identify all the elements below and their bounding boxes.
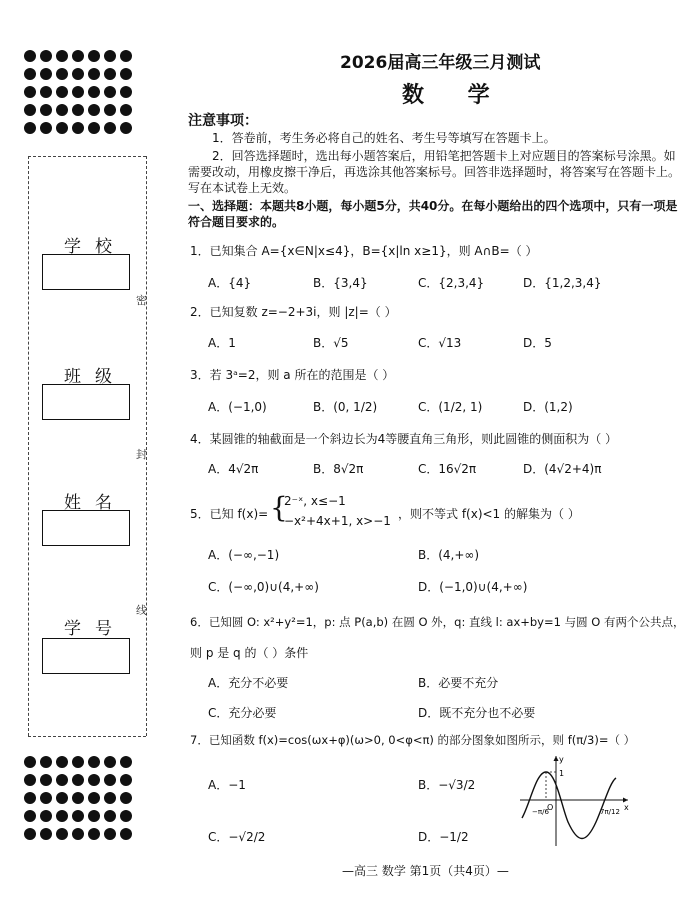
q1-option-d: D．{1,2,3,4} — [523, 276, 602, 290]
question-1: 1．已知集合 A={x∈N|x≤4}，B={x|ln x≥1}，则 A∩B=（ ） — [190, 244, 538, 258]
graph-x-arrow — [623, 798, 628, 803]
question-5-suffix: ，则不等式 f(x)<1 的解集为（ ） — [398, 507, 580, 521]
q5-option-b: B．(4,+∞) — [418, 548, 480, 562]
seal-char-feng: 封 — [136, 448, 147, 461]
seal-char-xian: 线 — [136, 604, 147, 617]
graph-origin: O — [547, 803, 554, 812]
graph-y-label: y — [559, 755, 564, 764]
notice-item-2: 2．回答选择题时，选出每小题答案后，用铅笔把答题卡上对应题目的答案标号涂黑。如需要改动，用橡皮擦干净后，再选涂其他答案标号。回答非选择题时，将答案写在答题卡上。写在本试卷上无效。 — [188, 149, 681, 195]
q6-option-a: A．充分不必要 — [208, 676, 289, 690]
graph-x-tick-left: −π/6 — [532, 808, 549, 816]
name-box[interactable] — [42, 510, 130, 546]
id-box[interactable] — [42, 638, 130, 674]
q3-option-d: D．(1,2) — [523, 400, 573, 414]
question-3: 3．若 3ᵃ=2，则 a 所在的范围是（ ） — [190, 368, 395, 382]
notice-item-1: 1．答卷前，考生务必将自己的姓名、考生号等填写在答题卡上。 — [212, 131, 556, 145]
q4-option-a: A．4√2π — [208, 462, 259, 476]
school-box[interactable] — [42, 254, 130, 290]
q6-option-b: B．必要不充分 — [418, 676, 499, 690]
q4-option-c: C．16√2π — [418, 462, 477, 476]
q5-option-d: D．(−1,0)∪(4,+∞) — [418, 580, 528, 594]
q1-option-b: B．{3,4} — [313, 276, 368, 290]
binding-dash-left — [28, 156, 29, 736]
graph-y-arrow — [554, 756, 559, 761]
binding-dots-top — [24, 50, 136, 134]
q5-piece-1: 2⁻ˣ, x≤−1 — [284, 494, 346, 508]
q6-option-c: C．充分必要 — [208, 706, 277, 720]
q7-option-b: B．−√3/2 — [418, 778, 476, 792]
graph-x-tick-right: 7π/12 — [600, 808, 620, 816]
question-7: 7．已知函数 f(x)=cos(ωx+φ)(ω>0, 0<φ<π) 的部分图象如图所示，则 f(π/3)=（ ） — [190, 733, 636, 747]
subject-title: 数 学 — [402, 83, 508, 108]
seal-char-mi: 密 — [136, 294, 147, 307]
cosine-graph — [516, 752, 634, 850]
graph-x-label: x — [624, 803, 629, 812]
piecewise-brace: { — [270, 491, 288, 524]
graph-y-tick: 1 — [559, 769, 565, 778]
q2-option-d: D．5 — [523, 336, 552, 350]
q4-option-b: B．8√2π — [313, 462, 364, 476]
question-4: 4．某圆锥的轴截面是一个斜边长为4等腰直角三角形，则此圆锥的侧面积为（ ） — [190, 432, 618, 446]
binding-dots-bottom — [24, 756, 136, 840]
q7-option-c: C．−√2/2 — [208, 830, 266, 844]
field-label-name: 姓名 — [64, 493, 126, 513]
q3-option-a: A．(−1,0) — [208, 400, 267, 414]
q2-option-b: B．√5 — [313, 336, 349, 350]
q6-option-d: D．既不充分也不必要 — [418, 706, 536, 720]
binding-dash-top — [28, 156, 146, 157]
page-footer: —高三 数学 第1页（共4页）— — [342, 864, 509, 878]
q5-option-a: A．(−∞,−1) — [208, 548, 280, 562]
q7-option-d: D．−1/2 — [418, 830, 469, 844]
q3-option-c: C．(1/2, 1) — [418, 400, 483, 414]
question-5-prefix: 5．已知 f(x)= — [190, 507, 269, 521]
graph-curve — [522, 772, 616, 839]
field-label-id: 学号 — [64, 619, 126, 639]
q2-option-c: C．√13 — [418, 336, 462, 350]
question-2: 2．已知复数 z=−2+3i，则 |z|=（ ） — [190, 305, 397, 319]
section-1-heading: 一、选择题：本题共8小题，每小题5分，共40分。在每小题给出的四个选项中，只有一项是符合题目要求的。 — [188, 199, 678, 229]
binding-dash-bottom — [28, 736, 146, 737]
q5-piece-2: −x²+4x+1, x>−1 — [284, 514, 391, 528]
q5-option-c: C．(−∞,0)∪(4,+∞) — [208, 580, 319, 594]
field-label-school: 学校 — [64, 237, 126, 257]
question-6-line-2: 则 p 是 q 的（ ）条件 — [190, 646, 309, 660]
q1-option-c: C．{2,3,4} — [418, 276, 485, 290]
field-label-class: 班级 — [64, 367, 126, 387]
class-box[interactable] — [42, 384, 130, 420]
q7-option-a: A．−1 — [208, 778, 246, 792]
q1-option-a: A．{4} — [208, 276, 252, 290]
question-6: 6．已知圆 O: x²+y²=1，p: 点 P(a,b) 在圆 O 外，q: 直线 l: ax+by=1 与圆 O 有两个公共点， — [190, 615, 685, 629]
q4-option-d: D．(4√2+4)π — [523, 462, 602, 476]
notice-heading: 注意事项： — [188, 113, 258, 129]
q3-option-b: B．(0, 1/2) — [313, 400, 378, 414]
q2-option-a: A．1 — [208, 336, 236, 350]
exam-title: 2026届高三年级三月测试 — [340, 53, 541, 73]
